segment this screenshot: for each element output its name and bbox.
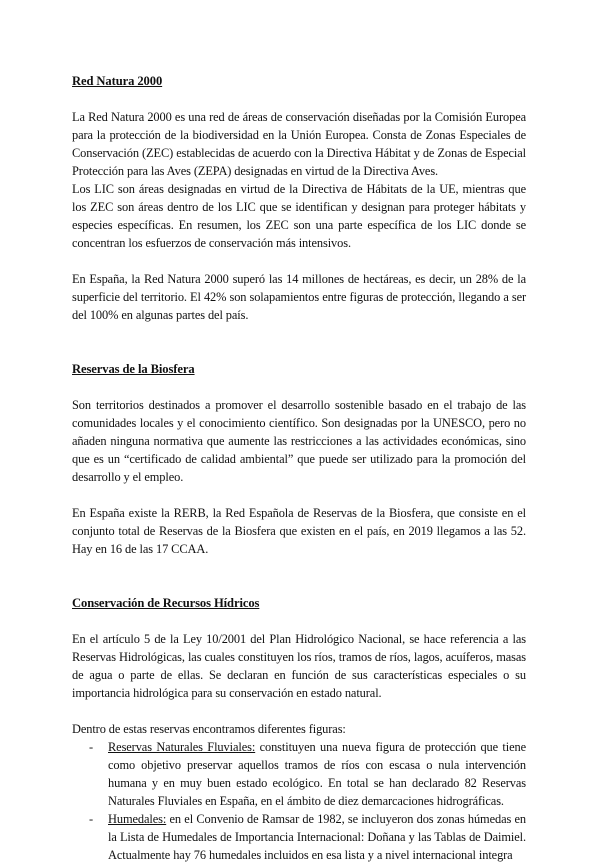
list-text: constituyen una nueva figura de protección que tiene como objetivo preservar aquellos tramos de ríos con escasa o nula intervención humana y en muy buen estado ecológico. En total se han declarado 82 Reservas Naturales Fluviales en España, en el ámbito de diez demarcaciones hidrográficas. xyxy=(108,740,527,808)
section-heading-reservas-biosfera: Reservas de la Biosfera xyxy=(72,362,195,376)
paragraph: Los LIC son áreas designadas en virtud de la Directiva de Hábitats de la UE, mientras que los ZEC son áreas dentro de los LIC que se identifican y designan para proteger hábitats y especies específicas. En resumen, los ZEC son una parte específica de los LIC donde se concentran los esfuerzos de conservación más intensivos. xyxy=(72,182,526,250)
paragraph: En el artículo 5 de la Ley 10/2001 del Plan Hidrológico Nacional, se hace referencia a las Reservas Hidrológicas, las cuales constituyen los ríos, tramos de ríos, lagos, acuíferos, masas de agua o parte de ellas. Se declaran en función de sus características especiales o su importancia hidrológica para su conservación en estado natural. xyxy=(72,632,526,700)
list-term: Reservas Naturales Fluviales: xyxy=(108,740,256,754)
paragraph: Son territorios destinados a promover el desarrollo sostenible basado en el trabajo de las comunidades locales y el conocimiento científico. Son designadas por la UNESCO, pero no añaden ninguna normativa que aumente las restricciones a las actividades económicas, sino que es un “certificado de calidad ambiental” que puede ser utilizado para la promoción del desarrollo y el empleo. xyxy=(72,398,526,484)
list-item xyxy=(72,738,526,810)
list-item xyxy=(72,810,526,864)
paragraph: La Red Natura 2000 es una red de áreas de conservación diseñadas por la Comisión Europea para la protección de la biodiversidad en la Unión Europea. Consta de Zonas Especiales de Conservación (ZEC) establecidas de acuerdo con la Directiva Hábitat y de Zonas de Especial Protección para las Aves (ZEPA) designadas en virtud de la Directiva Aves. xyxy=(72,110,526,178)
list-dash: - xyxy=(89,812,94,826)
figures-list xyxy=(72,738,526,864)
list-text: en el Convenio de Ramsar de 1982, se incluyeron dos zonas húmedas en la Lista de Humedales de Importancia Internacional: Doñana y las Tablas de Daimiel. Actualmente hay 76 humedales incluidos en esa lista y a nivel internacional integra xyxy=(108,812,526,862)
list-term: Humedales: xyxy=(108,812,167,826)
paragraph: En España, la Red Natura 2000 superó las 14 millones de hectáreas, es decir, un 28% de la superficie del territorio. El 42% son solapamientos entre figuras de protección, llegando a ser del 100% en algunas partes del país. xyxy=(72,272,526,322)
paragraph: En España existe la RERB, la Red Española de Reservas de la Biosfera, que consiste en el conjunto total de Reservas de la Biosfera que existen en el país, en 2019 llegamos a las 52. Hay en 16 de las 17 CCAA. xyxy=(72,506,526,556)
section-heading-recursos-hidricos: Conservación de Recursos Hídricos xyxy=(72,596,260,610)
document-body xyxy=(72,72,526,864)
list-dash: - xyxy=(89,740,94,754)
paragraph: Dentro de estas reservas encontramos diferentes figuras: xyxy=(72,722,346,736)
section-heading-red-natura: Red Natura 2000 xyxy=(72,74,163,88)
